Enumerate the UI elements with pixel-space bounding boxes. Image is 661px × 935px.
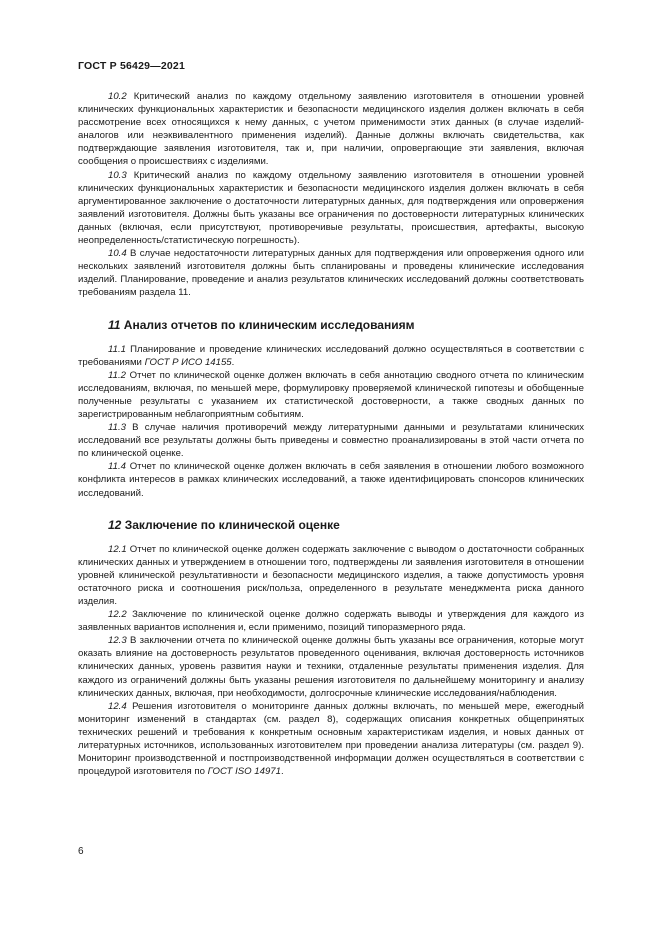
clause-tail: . [231,356,235,368]
clause-number: 12.3 [108,635,127,647]
paragraph-11-3 [78,421,584,460]
paragraph-10-3 [78,169,584,248]
clause-text: Отчет по клинической оценке должен включать в себя заявления в отношении любого возможного конфликта интересов в рамках клинических исследований, а также идентифицировать спонсоров клинических исследований. [78,461,584,499]
clause-text: Критический анализ по каждому отдельному заявлению изготовителя в отношении уровней клинических функциональных характеристик и безопасности медицинского изделия должен включать в себя аргументированное заключение о достаточности литературных данных, для подтверждения или опровержения заявлений изготовителя. Должны быть указаны все ограничения по достоверности литературных клинических данных (включая, если присутствуют, противоречивые результаты, происшествия, артефакты, высокую неопределенность/статистическую погрешность). [78,169,584,247]
clause-text: Планирование и проведение клинических исследований должно осуществляться в соответствии с требованиями [78,343,584,368]
section-title: Заключение по клинической оценке [121,517,340,532]
paragraph-12-1 [78,543,584,608]
clause-number: 11.1 [108,343,126,355]
section-12-heading [78,518,584,532]
standard-reference: ГОСТ ISO 14971 [207,766,281,778]
paragraph-10-4 [78,247,584,299]
clause-text: Отчет по клинической оценке должен содержать заключение с выводом о достаточности собранных клинических данных и утверждением в отношении того, подтверждены ли заявления изготовителя в отношении уровней клинической результативности и безопасности медицинского изделия, а также допустимость уровня остаточного риска и соотношения риск/польза, определенного в результате менеджмента риска данного изделия. [78,543,584,607]
clause-number: 10.2 [108,91,127,102]
clause-number: 10.3 [108,169,127,181]
section-11-heading [78,318,584,332]
section-number: 11 [108,317,121,332]
section-title: Анализ отчетов по клиническим исследованиям [120,317,415,332]
paragraph-11-4 [78,460,584,499]
clause-number: 12.4 [108,700,127,712]
clause-text: Критический анализ по каждому отдельному заявлению изготовителя в отношении уровней клинических функциональных характеристик и безопасности медицинского изделия должен включать в себя рассмотрение всех относящихся к нему данных, с учетом применимости этих данных (в случае изделий-аналогов или неэквивалентного применения изделий). Данные должны включать свидетельства, как подтверждающие заявления изготовителя, так и, при наличии, опровергающие эти заявления, включая сообщения о происшествиях с изделиями. [78,91,584,168]
clause-text: Решения изготовителя о мониторинге данных должны включать, по меньшей мере, ежегодный мониторинг изменений в стандартах (см. раздел 8), содержащих описания конкретных общепринятых технических решений и требования к конкретным основным характеристикам изделия, и новых данных от литературных источников, использованных изготовителем при проведении анализа литературы (см. раздел 9). Мониторинг производственной и постпроизводственной информации должен осуществляться в соответствии с процедурой изготовителя по [78,700,584,778]
paragraph-11-1 [78,343,584,369]
paragraph-11-2 [78,369,584,421]
clause-number: 10.4 [108,248,127,260]
standard-reference: ГОСТ Р ИСО 14155 [144,356,232,368]
document-header: ГОСТ Р 56429—2021 [78,60,186,72]
paragraph-12-3 [78,634,584,699]
paragraph-10-2 [78,90,584,169]
clause-text: Отчет по клинической оценке должен включать в себя аннотацию сводного отчета по клиническим исследованиям, включая, по меньшей мере, формулировку проверяемой клинической гипотезы и обобщенные полученные результаты с указанием их статистической достоверности, а также сводных данных по зарегистрированным неблагоприятным событиям. [78,369,584,420]
clause-tail: . [280,766,284,778]
page-body [78,90,584,778]
clause-number: 12.1 [108,543,127,555]
paragraph-12-4 [78,700,584,779]
page-number: 6 [78,846,84,857]
paragraph-12-2 [78,608,584,634]
clause-text: В случае наличия противоречий между литературными данными и результатами клинических исследований все результаты должны быть приведены и совместно проанализированы в этой части отчета по по клинической оценке. [78,422,584,460]
clause-number: 11.2 [108,369,126,381]
clause-number: 12.2 [108,609,127,621]
clause-text: В случае недостаточности литературных данных для подтверждения или опровержения одного или нескольких заявлений изготовителя должны быть спланированы и проведены клинические исследования изделий. Планирование, проведение и анализ результатов клинических исследований должны соответствовать требованиям раздела 11. [78,248,584,299]
clause-text: В заключении отчета по клинической оценке должны быть указаны все ограничения, которые могут оказать влияние на достоверность результатов проведенного оценивания, включая достоверность источников клинических данных, уровень развития науки и техники, отдаленные результаты применения изделия. Для каждого из ограничений должны быть указаны решения изготовителя по дальнейшему мониторингу и анализу клинических данных, включая, при необходимости, долгосрочные клинические исследования/наблюдения. [78,635,584,699]
clause-text: Заключение по клинической оценке должно содержать выводы и утверждения для каждого из заявленных вариантов исполнения и, если применимо, позиций типоразмерного ряда. [78,609,584,634]
clause-number: 11.4 [108,461,126,473]
clause-number: 11.3 [108,422,126,434]
section-number: 12 [108,517,122,532]
